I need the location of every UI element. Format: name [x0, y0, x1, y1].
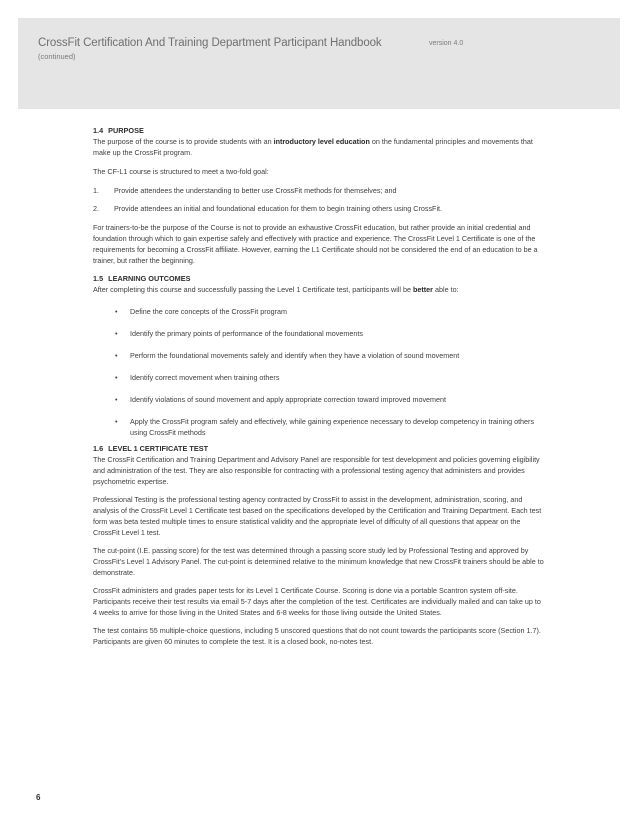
- item-text: Identify violations of sound movement and apply appropriate correction toward improved movement: [130, 395, 447, 404]
- handbook-title: CrossFit Certification And Training Department Participant Handbook: [38, 37, 382, 49]
- section-number: 1.6: [93, 444, 104, 453]
- item-text: Perform the foundational movements safely and identify when they have a violation of sound movement: [130, 351, 460, 360]
- section-number: 1.5: [93, 274, 104, 283]
- page-number: 6: [36, 793, 41, 802]
- section-title: LEVEL 1 CERTIFICATE TEST: [108, 444, 209, 453]
- bullet: •: [115, 373, 118, 382]
- paragraph: The CrossFit Certification and Training Department and Advisory Panel are responsible for test development and policies governing eligibility and administration of the test. They are also responsible for contracting with a professional testing agency that administers and provides psychometric expertise.: [93, 455, 540, 486]
- bullet: •: [115, 329, 118, 338]
- section-heading-learning-outcomes: [93, 273, 546, 284]
- bullet: •: [115, 417, 118, 426]
- text-span: on the fundamental principles and movements that make up the CrossFit program.: [93, 137, 533, 157]
- bullet: •: [115, 351, 118, 360]
- bullet: •: [115, 395, 118, 404]
- paragraph: [93, 284, 546, 295]
- section-heading-purpose: [93, 125, 546, 136]
- list-item: [93, 203, 546, 214]
- list-item: [115, 372, 546, 383]
- item-text: Provide attendees an initial and foundational education for them to begin training others using CrossFit.: [114, 204, 443, 213]
- list-item: [115, 350, 546, 361]
- list-item: [115, 306, 546, 317]
- bold-phrase: introductory level education: [273, 137, 370, 146]
- header-bar: [18, 18, 620, 109]
- text-span: able to:: [432, 285, 459, 294]
- list-item: [93, 185, 546, 196]
- paragraph: The test contains 55 multiple-choice questions, including 5 unscored questions that do not count towards the participants score (Section 1.7). Participants are given 60 minutes to complete the test. It is a closed book, no-notes test.: [93, 626, 541, 646]
- item-number: 1.: [93, 186, 99, 195]
- paragraph: CrossFit administers and grades paper tests for its Level 1 Certificate Course. Scoring is done via a portable Scantron system off-site. Participants receive their test results via email 5-7 days after the completion of the test. Certificates are individually mailed and can take up to 4 weeks to arrive for those living in the United States and 6-8 weeks for those living outside the United States.: [93, 586, 541, 617]
- item-text: Identify correct movement when training others: [130, 373, 280, 382]
- item-text: Identify the primary points of performance of the foundational movements: [130, 329, 363, 338]
- section-heading-certificate-test: [93, 443, 546, 454]
- list-item: [115, 328, 546, 339]
- bullet-list: [93, 306, 546, 438]
- version-label: version 4.0: [429, 40, 464, 47]
- item-text: Provide attendees the understanding to better use CrossFit methods for themselves; and: [114, 186, 397, 195]
- paragraph: [93, 136, 546, 158]
- bold-word: better: [413, 285, 433, 294]
- section-title: PURPOSE: [108, 126, 144, 135]
- paragraph: Professional Testing is the professional testing agency contracted by CrossFit to assist in the development, administration, scoring, and analysis of the CrossFit Level 1 Certificate test based on the specifications developed by the Certification and Training Department. Each test form was beta tested multiple times to ensure statistical validity and the appropriate level of difficulty of all questions that appear on the CrossFit Level 1 test.: [93, 495, 542, 537]
- bullet: •: [115, 307, 118, 316]
- page-content: [93, 125, 546, 653]
- item-text: Define the core concepts of the CrossFit program: [130, 307, 287, 316]
- paragraph: The CF-L1 course is structured to meet a two-fold goal:: [93, 167, 269, 176]
- list-item: [115, 394, 546, 405]
- paragraph: For trainers-to-be the purpose of the Course is not to provide an exhaustive CrossFit education, but rather provide an initial credential and foundation through which to gain expertise safely and effectively with practice and experience. The CrossFit Level 1 Certificate is one of the requirements for becoming a CrossFit affiliate. However, earning the L1 Certificate should not be considered the end of an education to be a trainer, but rather the beginning.: [93, 223, 538, 265]
- list-item: [115, 416, 546, 438]
- section-title: LEARNING OUTCOMES: [108, 274, 191, 283]
- continued-label: (continued): [38, 52, 76, 61]
- item-number: 2.: [93, 204, 99, 213]
- text-span: The purpose of the course is to provide students with an: [93, 137, 274, 146]
- paragraph: The cut-point (I.E. passing score) for the test was determined through a passing score study led by Professional Testing and approved by CrossFit’s Level 1 Advisory Panel. The cut-point is determined relative to the minimum knowledge that new CrossFit trainers should be able to demonstrate.: [93, 546, 544, 577]
- item-text: Apply the CrossFit program safely and effectively, while gaining experience necessary to develop competency in training others using CrossFit methods: [130, 417, 535, 437]
- section-number: 1.4: [93, 126, 104, 135]
- text-span: After completing this course and successfully passing the Level 1 Certificate test, participants will be: [93, 285, 413, 294]
- numbered-list: [93, 185, 546, 214]
